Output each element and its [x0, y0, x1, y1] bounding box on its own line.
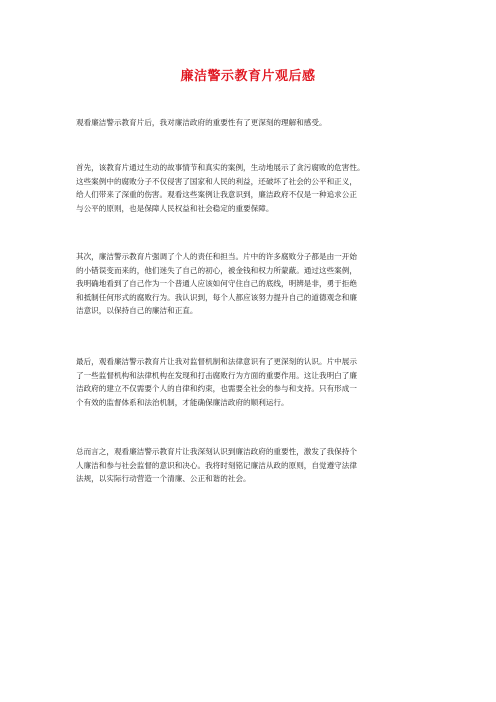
paragraph-intro [76, 116, 426, 130]
paragraph-line: 观看廉洁警示教育片后，我对廉洁政府的重要性有了更深刻的理解和感受。 [76, 118, 327, 127]
paragraph-second-point [76, 250, 426, 318]
paragraph-line: 了一些监督机构和法律机构在发现和打击腐败行为方面的重要作用。这让我明白了廉 [76, 370, 357, 380]
paragraph-line: 最后，观看廉洁警示教育片让我对监督机制和法律意识有了更深刻的认识。片中展示 [76, 357, 357, 366]
paragraph-line: 的小错误变而来的，他们迷失了自己的初心，被金钱和权力所蒙蔽。通过这些案例， [76, 265, 357, 275]
paragraph-line: 总而言之，观看廉洁警示教育片让我深刻认识到廉洁政府的重要性，激发了我保持个 [76, 447, 357, 456]
paragraph-line: 与公平的原则，也是保障人民权益和社会稳定的重要保障。 [76, 203, 274, 213]
paragraph-line: 洁意识，以保持自己的廉洁和正直。 [76, 306, 198, 315]
document-title: 廉洁警示教育片观后感 [180, 69, 316, 84]
paragraph-line: 其次，廉洁警示教育片强调了个人的责任和担当。片中的许多腐败分子都是由一开始 [76, 252, 357, 261]
paragraph-line: 我明确地看到了自己作为一个普通人应该如何守住自己的底线，明辨是非，勇于拒绝 [76, 279, 357, 288]
paragraph-conclusion [76, 445, 426, 486]
paragraph-third-point [76, 355, 426, 409]
paragraph-line: 首先，该教育片通过生动的故事情节和真实的案例，生动地展示了贪污腐败的危害性。 [76, 163, 365, 172]
paragraph-line: 个有效的监督体系和法治机制，才能确保廉洁政府的顺利运行。 [76, 397, 289, 407]
paragraph-line: 洁政府的建立不仅需要个人的自律和约束，也需要全社会的参与和支持。只有形成一 [76, 384, 357, 393]
paragraph-line: 给人们带来了深重的伤害。观看这些案例让我意识到，廉洁政府不仅是一种追求公正 [76, 190, 357, 199]
paragraph-line: 这些案例中的腐败分子不仅侵害了国家和人民的利益，还破坏了社会的公平和正义， [76, 176, 357, 186]
paragraph-line: 人廉洁和参与社会监督的意识和决心。我将时刻铭记廉洁从政的原则，自觉遵守法律 [76, 460, 357, 470]
paragraph-line: 法规，以实际行动营造一个清廉、公正和谐的社会。 [76, 474, 251, 483]
paragraph-line: 和抵制任何形式的腐败行为。我认识到，每个人都应该努力提升自己的道德观念和廉 [76, 292, 357, 302]
paragraph-first-point [76, 161, 426, 215]
